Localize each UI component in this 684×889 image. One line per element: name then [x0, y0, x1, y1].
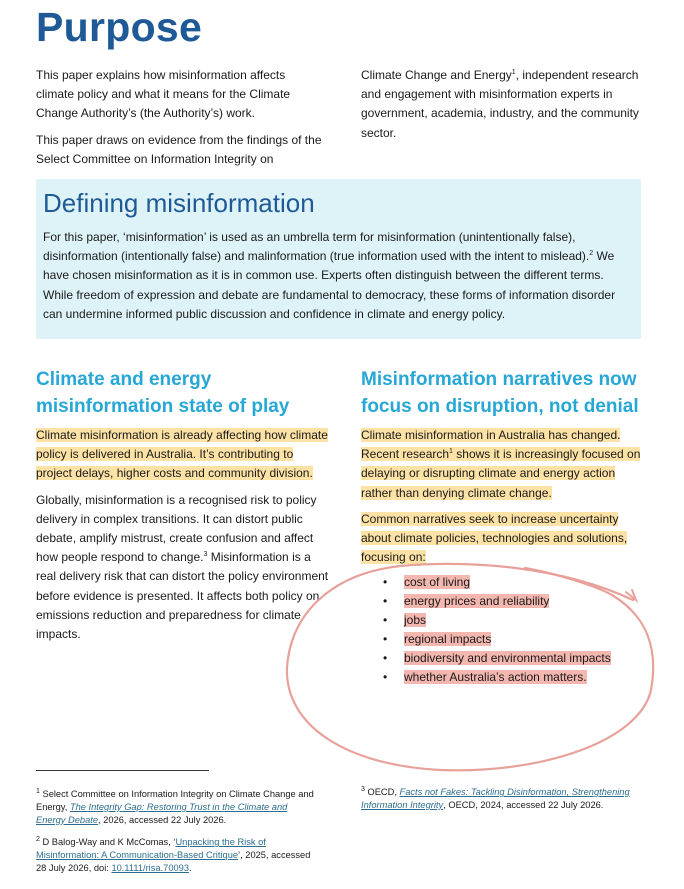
definition-text-2: We have chosen misinformation as it is in common use. Experts often distinguish between the different terms. While freedom of expression and debate are fundamental to democracy, these forms of information disorder can undermine informed public discussion and confidence in climate and energy policy. — [43, 249, 616, 321]
bullet-icon: • — [383, 651, 388, 666]
body-text-2: Misinformation is a real delivery risk that can distort the policy environment before evidence is presented. It affects both policy on emissions reduction and preparedness for climate impacts. — [36, 550, 329, 642]
right-highlight-paragraph-2 — [361, 510, 646, 568]
list-item-text: cost of living — [404, 575, 471, 590]
footnote-divider — [36, 770, 209, 771]
intro-paragraph-1: This paper explains how misinformation affects climate policy and what it means for the Climate Change Authority’s (the Authority’s) work. — [36, 68, 291, 121]
bullet-icon: • — [383, 575, 388, 590]
list-item-text: biodiversity and environmental impacts — [404, 651, 611, 666]
footnote-text: Select Committee on Information Integrity on Climate Change and Energy, — [36, 789, 314, 812]
narratives-list — [361, 573, 646, 687]
highlighted-text: Climate misinformation is already affecting how climate policy is delivered in Australia. It’s contributing to project delays, higher costs and community division. — [36, 428, 328, 481]
footnote-number: 1 — [36, 787, 40, 795]
list-item — [361, 649, 646, 668]
list-item — [361, 668, 646, 687]
footnote-2 — [36, 836, 318, 874]
definition-text — [43, 228, 633, 324]
footnote-text: . — [189, 862, 192, 873]
footnote-link[interactable]: Facts not Fakes: Tackling Disinformation, Strengthening Information Integrity — [361, 787, 630, 810]
page-title: Purpose — [36, 4, 203, 50]
intro-right-column — [361, 66, 651, 143]
body-text-1: Globally, misinformation is a recognised risk to policy delivery in complex transitions. It can distort public debate, amplify mistrust, create confusion and affect how people respond to change. — [36, 492, 317, 565]
highlighted-text — [361, 428, 640, 500]
left-body-paragraph — [36, 491, 331, 645]
footnote-text: ’, 2025, accessed 28 July 2026, doi: — [36, 849, 311, 873]
footnote-text: D Balog-Way and K McComas, ‘ — [39, 837, 176, 847]
left-section — [36, 367, 331, 644]
footnote-text: OECD, — [364, 787, 400, 797]
doi-link[interactable]: 10.1111/risa.70093 — [111, 862, 190, 873]
bullet-icon: • — [383, 613, 388, 628]
footnote-link[interactable]: Unpacking the Risk of Misinformation: A Communication-Based Critique — [36, 837, 266, 860]
definition-text-1: For this paper, ‘misinformation’ is used as an umbrella term for misinformation (unintentionally false), disinformation (intentionally false) and malinformation (true information used with the intent to mislead). — [43, 230, 590, 264]
list-item — [361, 630, 646, 649]
intro-paragraph-3 — [361, 66, 651, 143]
footnote-number: 3 — [361, 785, 365, 793]
footnote-ref[interactable]: 1 — [511, 69, 516, 76]
list-item-text: whether Australia’s action matters. — [404, 670, 587, 685]
footnote-3 — [361, 786, 651, 812]
footnote-text: , 2026, accessed 22 July 2026. — [98, 814, 227, 825]
definition-heading: Defining misinformation — [43, 188, 315, 218]
list-item-text: energy prices and reliability — [404, 594, 550, 609]
intro-paragraph-2: This paper draws on evidence from the findings of the Select Committee on Information Integrity on — [36, 132, 322, 166]
right-highlight-paragraph-1 — [361, 426, 646, 503]
list-item — [361, 592, 646, 611]
list-item — [361, 573, 646, 592]
left-section-heading: Climate and energy misinformation state of play — [36, 369, 290, 417]
intro-left-column — [36, 66, 326, 169]
footnote-text: , OECD, 2024, accessed 22 July 2026. — [443, 799, 604, 810]
definition-callout — [36, 179, 641, 339]
footnote-ref[interactable]: 2 — [589, 250, 594, 258]
footnote-link[interactable]: The Integrity Gap: Restoring Trust in the Climate and Energy Debate — [36, 801, 288, 825]
footnote-ref[interactable]: 1 — [449, 448, 453, 456]
footnote-1 — [36, 788, 318, 826]
right-section-heading: Misinformation narratives now focus on disruption, not denial — [361, 369, 639, 417]
left-highlight-paragraph — [36, 426, 331, 484]
right-section — [361, 367, 646, 687]
intro-text: Climate Change and Energy — [361, 68, 512, 82]
intro-text: , independent research and engagement with misinformation experts in government, academia, industry, and the community sector. — [361, 68, 639, 140]
bullet-icon: • — [383, 670, 388, 685]
footnote-ref[interactable]: 3 — [203, 551, 208, 559]
list-item-text: regional impacts — [404, 632, 492, 647]
hl-text-b: shows it is increasingly focused on delaying or disrupting climate and energy action rather than denying climate change. — [361, 447, 641, 500]
list-item — [361, 611, 646, 630]
bullet-icon: • — [383, 632, 388, 647]
highlighted-text: Common narratives seek to increase uncertainty about climate policies, technologies and solutions, focusing on: — [361, 511, 628, 565]
footnote-number: 2 — [36, 835, 40, 843]
bullet-icon: • — [383, 594, 388, 609]
hl-text-a: Climate misinformation in Australia has changed. Recent research — [361, 428, 621, 462]
list-item-text: jobs — [404, 613, 427, 628]
